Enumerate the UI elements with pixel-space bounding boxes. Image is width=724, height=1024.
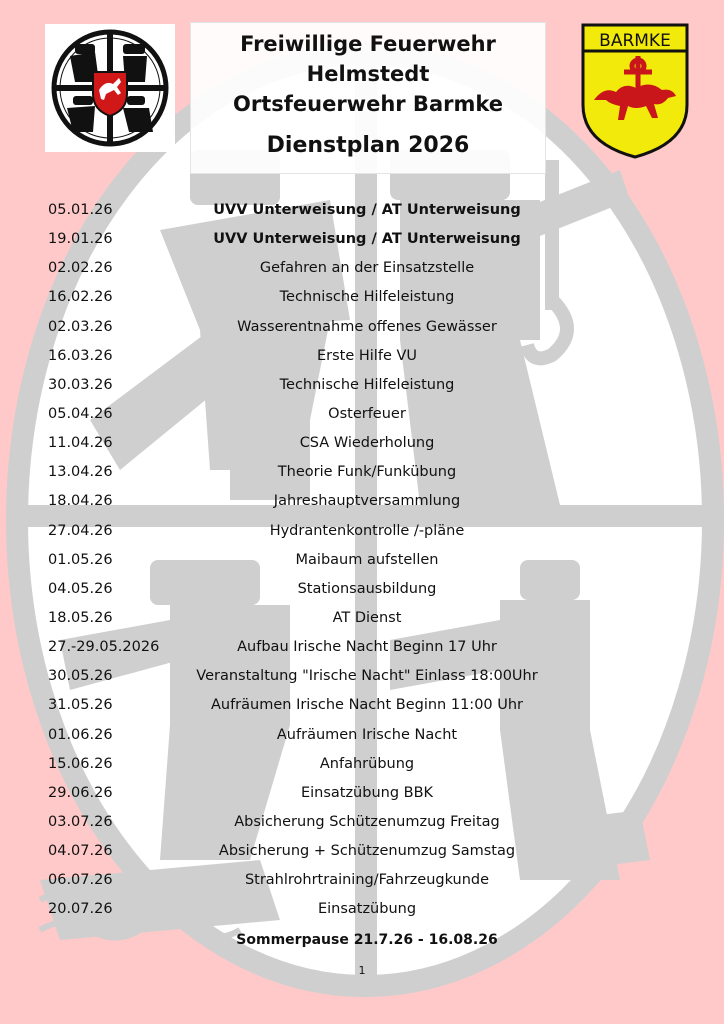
schedule-row [0, 663, 724, 692]
schedule-row [0, 226, 724, 255]
row-date: 01.05.26 [48, 551, 113, 568]
schedule-row [0, 722, 724, 751]
row-event: Hydrantenkontrolle /-pläne [269, 522, 465, 539]
org-name-line-3: Ortsfeuerwehr Barmke [233, 92, 503, 116]
row-event: Jahreshauptversammlung [273, 493, 461, 510]
row-date: 18.05.26 [48, 609, 113, 626]
row-date: 29.06.26 [48, 784, 113, 801]
schedule-row [0, 692, 724, 721]
row-event: CSA Wiederholung [299, 435, 435, 452]
schedule-row [0, 430, 724, 459]
row-date: 04.07.26 [48, 843, 113, 860]
row-event: Stationsausbildung [297, 580, 437, 597]
row-date: 20.07.26 [48, 901, 113, 918]
row-date: 16.03.26 [48, 347, 113, 364]
summer-break-note: Sommerpause 21.7.26 - 16.08.26 [236, 932, 498, 948]
row-date: 04.05.26 [48, 580, 113, 597]
row-event: Gefahren an der Einsatzstelle [259, 260, 475, 277]
schedule-row [0, 343, 724, 372]
row-date: 30.03.26 [48, 376, 113, 393]
row-date: 27.04.26 [48, 522, 113, 539]
row-event: Aufräumen Irische Nacht Beginn 11:00 Uhr [210, 697, 524, 714]
row-event: Theorie Funk/Funkübung [277, 464, 457, 481]
row-event: Technische Hilfeleistung [279, 289, 455, 306]
row-date: 16.02.26 [48, 289, 113, 306]
schedule-row [0, 634, 724, 663]
schedule-row [0, 372, 724, 401]
fire-brigade-emblem-icon [45, 24, 175, 152]
row-event: Aufräumen Irische Nacht [276, 726, 458, 743]
row-date: 11.04.26 [48, 435, 113, 452]
page-title: Dienstplan 2026 [266, 133, 470, 158]
schedule-row [0, 284, 724, 313]
schedule-row [0, 576, 724, 605]
org-name-line-2: Helmstedt [306, 62, 430, 86]
row-event: Wasserentnahme offenes Gewässer [237, 318, 497, 335]
row-date: 02.03.26 [48, 318, 113, 335]
row-date: 02.02.26 [48, 260, 113, 277]
row-event: Technische Hilfeleistung [279, 376, 455, 393]
schedule-row [0, 459, 724, 488]
schedule-row [0, 896, 724, 925]
row-event: UVV Unterweisung / AT Unterweisung [213, 202, 521, 218]
row-date: 15.06.26 [48, 755, 113, 772]
row-event: Erste Hilfe VU [316, 347, 418, 364]
row-event: Einsatzübung [317, 901, 417, 918]
row-event: Absicherung + Schützenumzug Samstag [218, 843, 516, 860]
row-date: 19.01.26 [48, 231, 113, 248]
schedule-row [0, 255, 724, 284]
row-date: 06.07.26 [48, 872, 113, 889]
row-date: 31.05.26 [48, 697, 113, 714]
row-date: 05.04.26 [48, 405, 113, 422]
row-date: 18.04.26 [48, 493, 113, 510]
schedule-row [0, 401, 724, 430]
org-name-line-1: Freiwillige Feuerwehr [240, 32, 496, 56]
schedule-list [0, 197, 724, 926]
schedule-row [0, 547, 724, 576]
schedule-row [0, 838, 724, 867]
schedule-row [0, 518, 724, 547]
barmke-text: BARMKE [599, 31, 671, 51]
barmke-coat-of-arms-icon [580, 22, 690, 160]
row-date: 01.06.26 [48, 726, 113, 743]
row-event: Veranstaltung "Irische Nacht" Einlass 18:00Uhr [196, 668, 538, 685]
row-event: Osterfeuer [328, 405, 406, 422]
schedule-row [0, 867, 724, 896]
row-date: 30.05.26 [48, 668, 113, 685]
barmke-coat-of-arms [580, 22, 690, 160]
row-event: Aufbau Irische Nacht Beginn 17 Uhr [237, 639, 497, 656]
row-event: Absicherung Schützenumzug Freitag [234, 813, 500, 830]
row-date: 03.07.26 [48, 813, 113, 830]
header-box [190, 22, 546, 174]
fire-brigade-emblem [45, 24, 175, 152]
row-event: Strahlrohrtraining/Fahrzeugkunde [244, 872, 490, 889]
row-event: UVV Unterweisung / AT Unterweisung [213, 231, 521, 248]
schedule-row [0, 197, 724, 226]
row-event: Maibaum aufstellen [295, 551, 439, 568]
row-date: 27.-29.05.2026 [48, 639, 160, 656]
row-date: 13.04.26 [48, 464, 113, 481]
schedule-row [0, 780, 724, 809]
page-number: 1 [358, 964, 366, 977]
row-event: AT Dienst [332, 609, 402, 626]
schedule-row [0, 751, 724, 780]
row-date: 05.01.26 [48, 202, 113, 218]
schedule-row [0, 488, 724, 517]
row-event: Einsatzübung BBK [300, 784, 434, 801]
schedule-row [0, 605, 724, 634]
schedule-row [0, 809, 724, 838]
schedule-row [0, 314, 724, 343]
row-event: Anfahrübung [319, 755, 415, 772]
